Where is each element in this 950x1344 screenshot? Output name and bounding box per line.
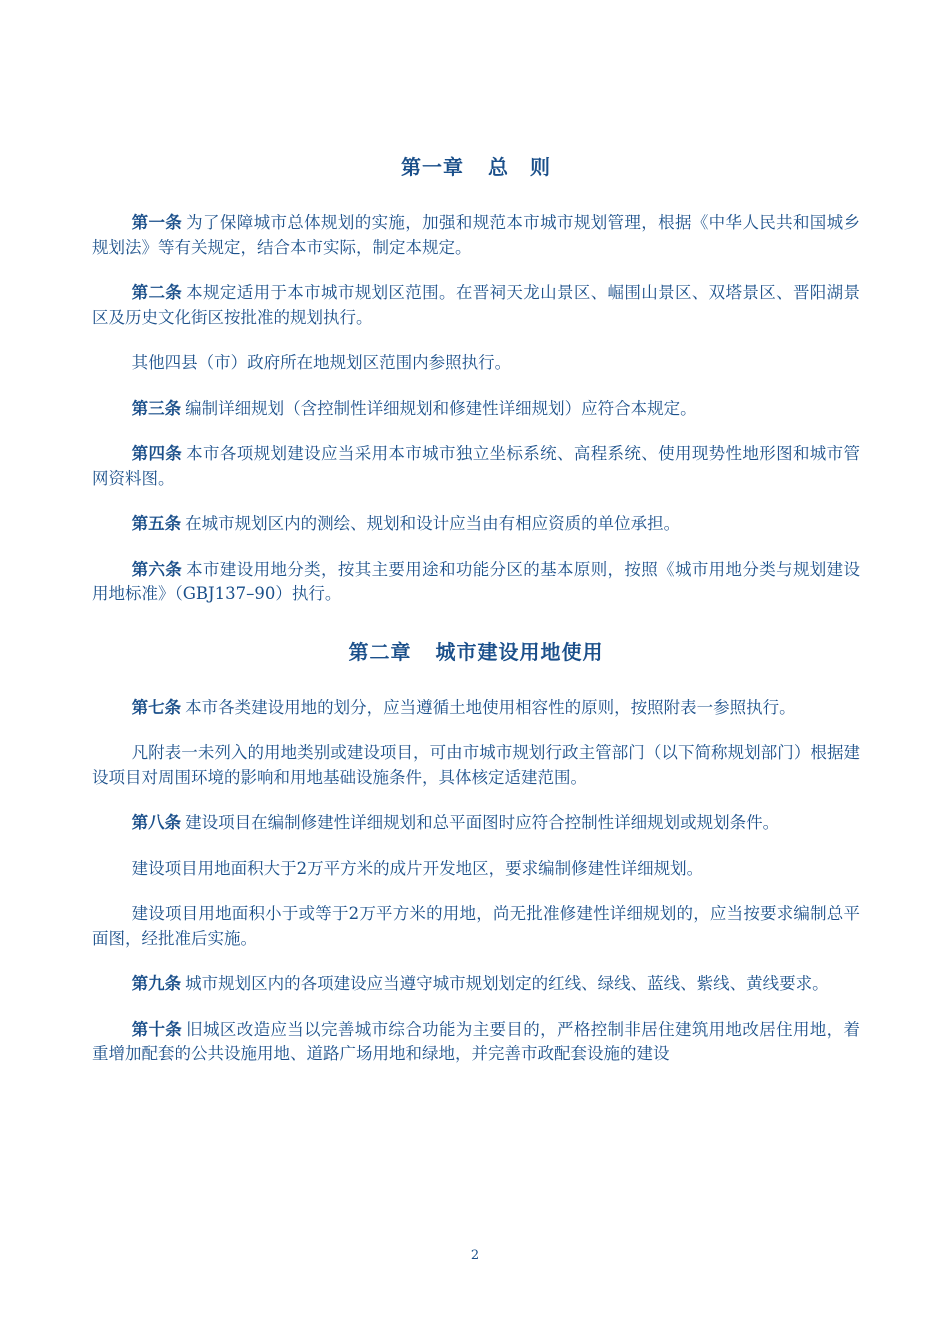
article-text: 城市规划区内的各项建设应当遵守城市规划划定的红线、绿线、蓝线、紫线、黄线要求。 bbox=[185, 974, 829, 993]
chapter-2-title: 城市建设用地使用 bbox=[435, 639, 604, 664]
article-7 bbox=[92, 696, 860, 721]
article-label: 第三条 bbox=[131, 398, 182, 418]
article-8-continued-1 bbox=[92, 857, 860, 882]
chapter-1-title: 总 则 bbox=[488, 155, 551, 179]
article-2-continued bbox=[92, 351, 860, 376]
article-text: 在城市规划区内的测绘、规划和设计应当由有相应资质的单位承担。 bbox=[185, 514, 681, 533]
article-text: 本规定适用于本市城市规划区范围。在晋祠天龙山景区、崛围山景区、双塔景区、晋阳湖景区及历史文化街区按批准的规划执行。 bbox=[92, 283, 861, 327]
article-label: 第十条 bbox=[131, 1019, 183, 1039]
article-5 bbox=[92, 512, 860, 537]
article-8 bbox=[92, 811, 860, 836]
article-3 bbox=[92, 397, 860, 422]
article-text: 建设项目在编制修建性详细规划和总平面图时应符合控制性详细规划或规划条件。 bbox=[185, 813, 780, 832]
article-text: 凡附表一未列入的用地类别或建设项目，可由市城市规划行政主管部门（以下简称规划部门）根据建设项目对周围环境的影响和用地基础设施条件，具体核定适建范围。 bbox=[92, 743, 860, 787]
article-label: 第一条 bbox=[131, 213, 183, 232]
document-page bbox=[92, 150, 860, 1067]
article-9 bbox=[92, 972, 860, 997]
chapter-1-number: 第一章 bbox=[401, 155, 464, 179]
article-text: 本市各类建设用地的划分，应当遵循土地使用相容性的原则，按照附表一参照执行。 bbox=[185, 697, 796, 717]
article-6 bbox=[92, 558, 860, 607]
article-text: 为了保障城市总体规划的实施，加强和规范本市城市规划管理，根据《中华人民共和国城乡规划法》等有关规定，结合本市实际，制定本规定。 bbox=[92, 213, 861, 257]
article-text: 编制详细规划（含控制性详细规划和修建性详细规划）应符合本规定。 bbox=[185, 398, 697, 418]
article-label: 第四条 bbox=[131, 444, 183, 463]
article-label: 第八条 bbox=[131, 813, 182, 832]
article-10 bbox=[92, 1018, 860, 1067]
article-8-continued-2 bbox=[92, 902, 860, 951]
chapter-2-heading bbox=[92, 635, 860, 669]
chapter-2-number: 第二章 bbox=[348, 639, 412, 664]
article-label: 第九条 bbox=[131, 974, 182, 993]
article-label: 第五条 bbox=[131, 514, 182, 533]
article-4 bbox=[92, 442, 860, 491]
article-label: 第二条 bbox=[131, 283, 183, 302]
article-label: 第六条 bbox=[131, 559, 183, 579]
article-text: 其他四县（市）政府所在地规划区范围内参照执行。 bbox=[131, 353, 512, 372]
article-text: 本市各项规划建设应当采用本市城市独立坐标系统、高程系统、使用现势性地形图和城市管网资料图。 bbox=[92, 444, 861, 488]
article-2 bbox=[92, 281, 860, 330]
article-text: 本市建设用地分类，按其主要用途和功能分区的基本原则，按照《城市用地分类与规划建设用地标准》（GBJ137–90）执行。 bbox=[92, 559, 861, 603]
article-7-continued bbox=[92, 741, 860, 790]
article-text: 建设项目用地面积大于2万平方米的成片开发地区，要求编制修建性详细规划。 bbox=[131, 858, 704, 878]
chapter-1-heading bbox=[92, 150, 860, 184]
article-label: 第七条 bbox=[131, 697, 182, 717]
page-number: 2 bbox=[470, 1248, 480, 1263]
article-1 bbox=[92, 211, 860, 260]
article-text: 旧城区改造应当以完善城市综合功能为主要目的，严格控制非居住建筑用地改居住用地，着重增加配套的公共设施用地、道路广场用地和绿地，并完善市政配套设施的建设 bbox=[92, 1019, 861, 1063]
article-text: 建设项目用地面积小于或等于2万平方米的用地，尚无批准修建性详细规划的，应当按要求编制总平面图，经批准后实施。 bbox=[92, 904, 860, 948]
